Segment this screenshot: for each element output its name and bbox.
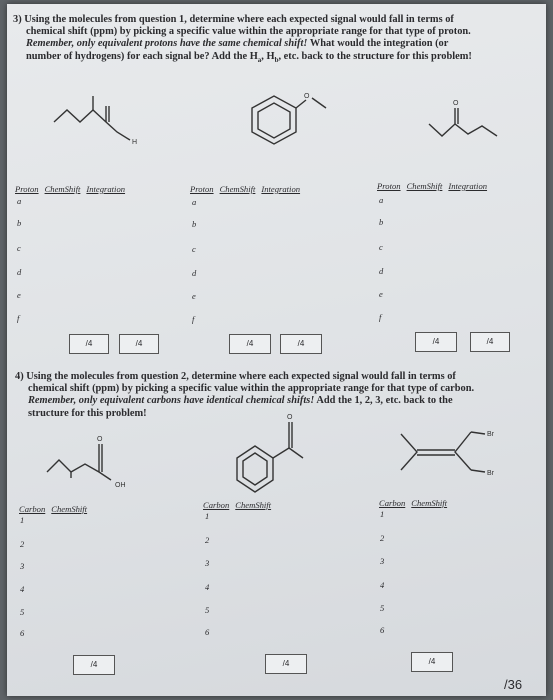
svg-text:O: O: [287, 414, 293, 421]
score-box: /4: [280, 334, 322, 354]
svg-text:O: O: [453, 100, 459, 107]
carboxylic-acid-structure: [45, 432, 145, 492]
score-box: /4: [119, 334, 159, 354]
score-box: /4: [411, 652, 453, 672]
svg-text:H: H: [132, 139, 138, 146]
score-box: /4: [470, 332, 510, 352]
methoxybenzene-structure: [222, 86, 337, 161]
aldehyde-structure: [52, 92, 152, 152]
table-1-header: Proton ChemShift Integration: [15, 184, 126, 194]
svg-text:O: O: [304, 93, 310, 100]
score-box: /4: [415, 332, 457, 352]
score-box: /4: [69, 334, 109, 354]
svg-text:Br: Br: [487, 431, 494, 438]
score-box: /4: [73, 655, 115, 675]
aryl-ketone-structure: [227, 416, 317, 496]
score-box: /4: [265, 654, 307, 674]
question-3-text: 3) Using the molecules from question 1, determine where each expected signal would fall in terms of chemical shift (ppm) by picking a specific value within the appropriate range for that type of proton. Remember, only equivalent protons have the same chemical shift! What would the integration (or number of hydrogens) for each signal be? Add the $H_a$, $H_b$, etc. back to the structure for this problem!: [13, 14, 472, 64]
question-4-text: 4) Using the molecules from question 2, determine where each expected signal would fall in terms of chemical shift (ppm) by picking a specific value within the appropriate range for that type of carbon. Remember, only equivalent carbons have identical chemical shifts! Add the 1, 2, 3, etc. back to the structure for this problem!: [15, 371, 475, 419]
svg-text:O: O: [97, 436, 103, 443]
worksheet-page: 3) Using the molecules from question 1, determine where each expected signal would fall in terms of chemical shift (ppm) by picking a specific value within the appropriate range for that type of proton. Remember, only equivalent protons have the same chemical shift! What would the integration (or number of hydrogens) for each signal be? Add the $H_a$, $H_b$, etc. back to the structure for this problem! H O O Proton ChemShift Integration Proton ChemShift Integration Proton ChemShift Integration a b c d e f a b c d e f a b c d e f /4 /4 /4 /4 /4 /4 4) Using the molecules from question 2, determine where each expected signal would fall in terms of chemical shift (ppm) by picking a specific value within the appropriate range for that type of carbon. Remember, only equivalent carbons have identical chemical shifts! Add the 1, 2, 3, etc. back to the structure for this problem! O OH O Br Br Carbon ChemShift Carbon ChemShift Carbon ChemShift 1 2 3 4 5 6 1 2 3 4 5 6 1 2 3 4 5 6 /4 /4 /4 /36: [7, 4, 546, 696]
total-score: /36: [504, 677, 523, 692]
table-2-header: Proton ChemShift Integration: [190, 184, 301, 194]
carbon-table-3-header: Carbon ChemShift: [379, 498, 448, 508]
carbon-table-1-header: Carbon ChemShift: [19, 504, 88, 514]
dibromo-alkene-structure: [395, 424, 505, 484]
svg-text:OH: OH: [115, 482, 126, 489]
ester-structure: [427, 96, 517, 151]
carbon-table-2-header: Carbon ChemShift: [203, 500, 272, 510]
score-box: /4: [229, 334, 271, 354]
table-3-header: Proton ChemShift Integration: [377, 181, 488, 191]
svg-text:Br: Br: [487, 470, 494, 477]
